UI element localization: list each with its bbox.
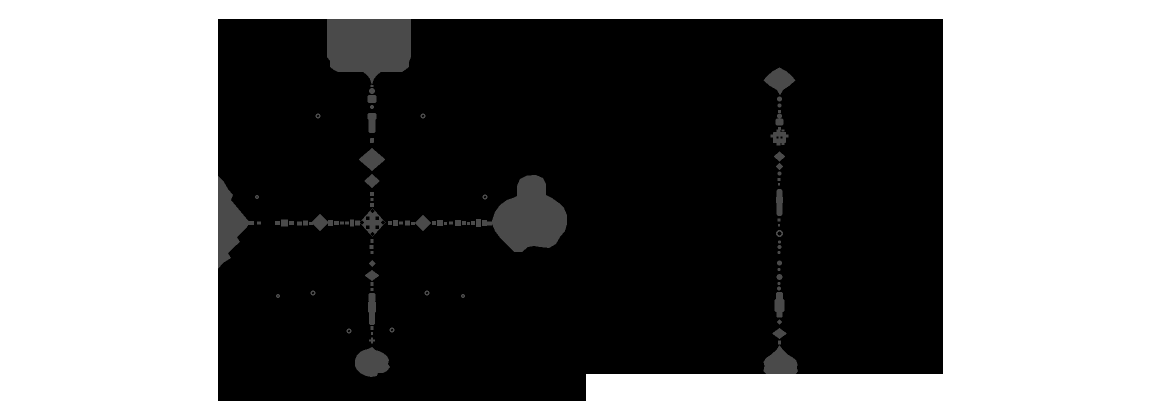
fractal-dash	[297, 222, 302, 226]
fractal-dash	[388, 221, 392, 225]
fractal-dash	[370, 192, 374, 196]
fractal-satellite-hole	[317, 115, 319, 117]
fractal-dash	[776, 196, 783, 204]
fractal-satellite-hole	[422, 115, 424, 117]
fractal-satellite-hole	[348, 330, 350, 332]
fractal-dash	[371, 198, 374, 201]
fractal-dash	[355, 221, 360, 226]
fractal-dot	[777, 274, 783, 280]
fractal-dash	[371, 326, 374, 330]
fractal-dash	[371, 282, 374, 286]
fractal-dash	[376, 226, 380, 230]
fractal-satellite-hole	[277, 295, 279, 297]
fractal-dash	[777, 137, 779, 139]
fractal-dot	[778, 282, 781, 285]
fractal-satellite-hole	[426, 292, 428, 294]
fractal-dot	[778, 241, 781, 244]
fractal-dot	[777, 287, 781, 291]
fractal-satellite-hole	[256, 196, 258, 198]
fractal-dash	[411, 222, 415, 225]
fractal-dash	[399, 222, 403, 225]
fractal-satellite-hole	[462, 295, 464, 297]
fractal-dash	[368, 95, 377, 103]
fractal-dash	[777, 143, 781, 146]
fractal-dash	[476, 219, 481, 227]
fractal-dash	[786, 135, 789, 138]
fractal-dot	[778, 268, 781, 271]
fractal-dash	[289, 221, 294, 225]
fractal-dash	[370, 245, 374, 249]
fractal-dash	[371, 85, 374, 87]
fractal-dash	[368, 301, 376, 313]
fractal-satellite-hole	[391, 329, 393, 331]
fractal-dash	[275, 221, 280, 225]
fractal-dash	[778, 341, 781, 345]
fractal-dash	[370, 138, 374, 143]
fractal-dash	[471, 221, 475, 225]
fractal-dash	[776, 119, 784, 126]
fractal-dash	[777, 312, 783, 318]
fractal-dash	[366, 226, 370, 230]
fractal-dash	[462, 221, 466, 225]
fractal-dash	[369, 312, 375, 325]
fractal-dot	[369, 88, 375, 94]
fractal-dash	[467, 222, 470, 225]
fractal-dash	[782, 143, 785, 145]
fractal-dash	[281, 220, 288, 227]
fractal-dash	[487, 222, 492, 226]
fractal-dot	[370, 105, 374, 109]
fractal-dash	[777, 130, 781, 133]
fractal-dash	[350, 220, 354, 227]
fractal-satellite-hole	[484, 196, 486, 198]
fractal-dot	[777, 261, 782, 266]
fractal-dash	[334, 221, 339, 225]
fractal-satellite-hole	[312, 292, 314, 294]
fractal-dash	[371, 239, 374, 243]
fractal-dash	[371, 288, 374, 291]
fractal-dash	[257, 222, 261, 225]
fractal-dash	[778, 110, 781, 113]
fractal-dash	[393, 220, 398, 226]
fractal-dash	[444, 222, 447, 225]
fractal-dash	[773, 132, 786, 143]
fractal-dash	[369, 293, 376, 302]
fractal-dash	[345, 222, 349, 225]
fractal-dash	[437, 220, 443, 226]
fractal-dash	[246, 221, 254, 225]
fractal-dash	[778, 224, 780, 227]
fractal-dash	[376, 217, 380, 221]
fractal-dot	[778, 245, 782, 249]
fractal-dash	[369, 119, 376, 133]
fractal-dash	[778, 178, 781, 181]
fractal-dot	[778, 251, 781, 254]
fractal-dash	[449, 222, 453, 225]
fractal-dot	[777, 114, 782, 119]
fractal-dot	[778, 172, 782, 176]
fractal-dash	[432, 221, 436, 225]
fractal-dash	[782, 130, 785, 132]
fractal-dash	[778, 183, 780, 186]
fractal-dash	[776, 292, 783, 300]
fractal-dash	[482, 220, 487, 226]
fractal-satellite-hole	[778, 232, 782, 236]
fractal-dash	[778, 219, 781, 222]
fractal-dash	[371, 338, 373, 344]
fractal-dash	[371, 332, 373, 335]
fractal-dash	[303, 221, 308, 226]
fractal-dash	[340, 222, 344, 225]
fractal-dash	[370, 203, 374, 207]
fractal-dash	[775, 299, 785, 312]
fractal-dot	[778, 104, 782, 108]
fractal-dash	[781, 137, 783, 139]
fractal-dash	[405, 221, 410, 226]
fractal-dash	[368, 113, 377, 120]
fractal-dash	[371, 251, 374, 254]
fractal-dash	[366, 217, 370, 221]
fractal-dash	[328, 220, 333, 226]
fractal-dash	[455, 220, 461, 226]
right-fractal-image	[586, 19, 943, 374]
fractal-dot	[777, 97, 782, 102]
fractal-dash	[771, 135, 774, 138]
